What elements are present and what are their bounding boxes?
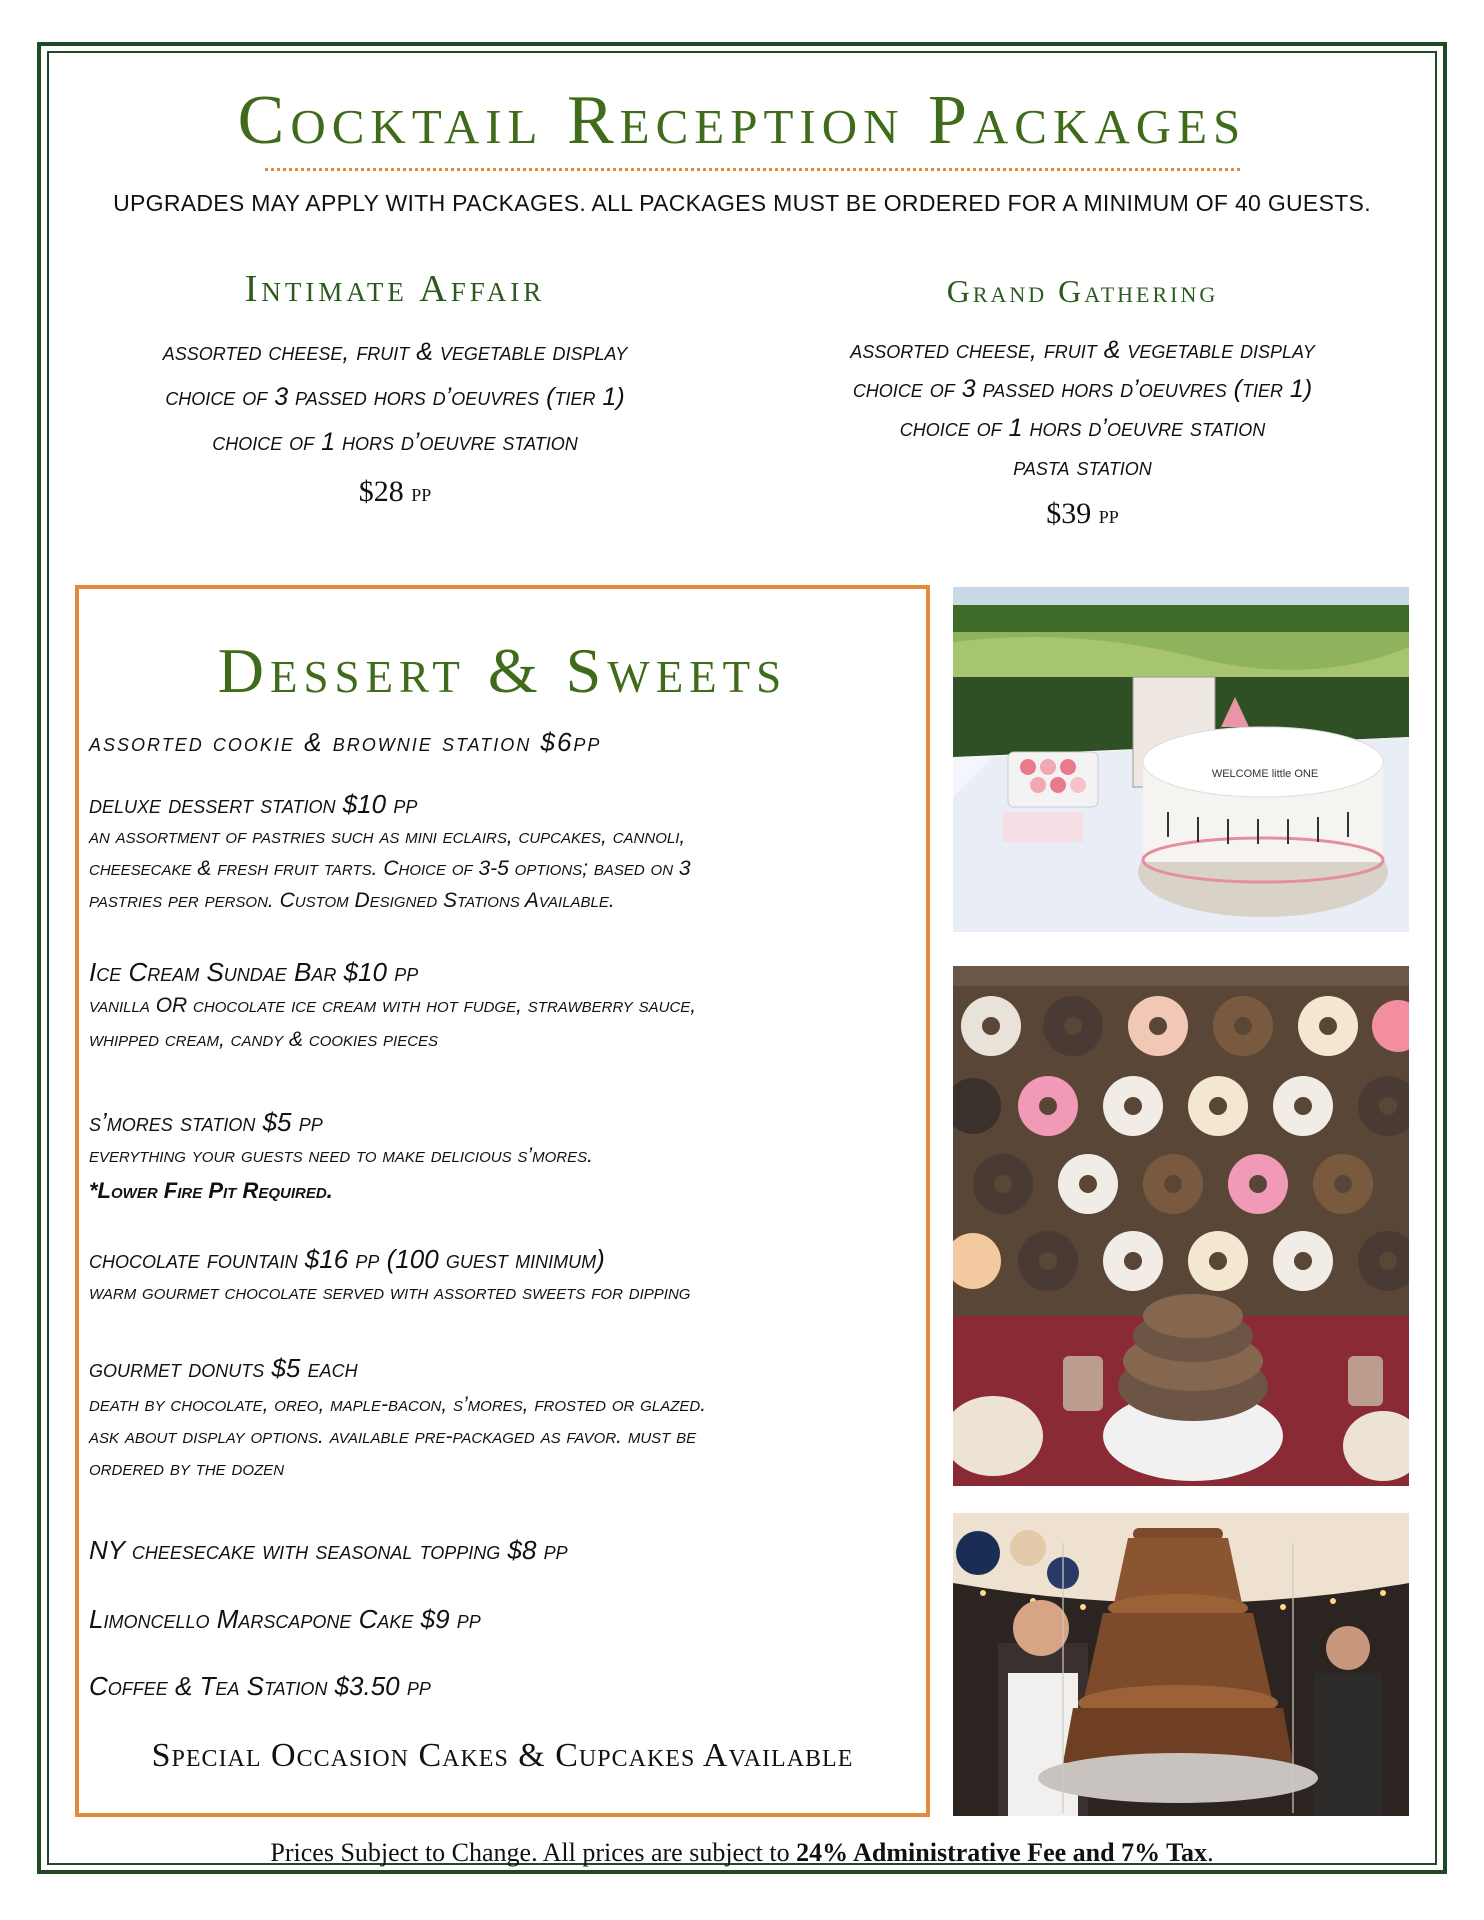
package-line: choice of 3 passed hors d’oeuvres (tier 1) [165, 383, 625, 411]
dessert-item-heading: gourmet donuts $5 each [89, 1353, 358, 1383]
page-title: Cocktail Reception Packages [237, 82, 1247, 159]
package-line: pasta station [1013, 453, 1152, 481]
package-price-unit: pp [411, 478, 432, 507]
dessert-item [89, 1242, 919, 1310]
dessert-item [89, 955, 919, 1057]
cake-lettering: WELCOME little ONE [1211, 768, 1319, 780]
footer-note [0, 1838, 1484, 1868]
footer-end: . [1207, 1838, 1214, 1867]
package-line: choice of 1 hors d’oeuvre station [212, 428, 578, 456]
dessert-item-description: everything your guests need to make delicious s’mores. [89, 1144, 593, 1167]
package-price-unit: pp [1098, 500, 1119, 529]
dessert-item [89, 1602, 919, 1636]
dessert-item-heading: NY cheesecake with seasonal topping $8 pp [89, 1535, 568, 1565]
package-price-amount: $39 [1046, 497, 1092, 530]
dessert-item-heading: chocolate fountain $16 pp (100 guest minimum) [89, 1244, 605, 1274]
title-divider [265, 168, 1240, 171]
dessert-item-description: warm gourmet chocolate served with assorted sweets for dipping [89, 1281, 691, 1304]
dessert-item-heading: assorted cookie & brownie station $6pp [89, 727, 602, 757]
dessert-item-heading: deluxe dessert station $10 pp [89, 789, 418, 819]
dessert-item-note: *Lower Fire Pit Required. [89, 1178, 333, 1203]
photo-chocolate-fountain [953, 1513, 1409, 1816]
dessert-item-description: cheesecake & fresh fruit tarts. Choice of 3-5 options; based on 3 [89, 857, 691, 880]
package-title: Intimate Affair [244, 268, 546, 310]
dessert-item [89, 725, 919, 759]
package-line: choice of 1 hors d’oeuvre station [899, 414, 1266, 442]
package-intimate-affair [75, 270, 715, 509]
special-occasion-note: Special Occasion Cakes & Cupcakes Available [151, 1737, 854, 1774]
package-price [750, 497, 1415, 531]
dessert-item [89, 1533, 919, 1567]
package-title: Grand Gathering [946, 273, 1219, 309]
dessert-section [75, 585, 930, 1817]
package-grand-gathering [750, 275, 1415, 531]
dessert-item [89, 1669, 919, 1703]
photo-donut-wall [953, 966, 1409, 1486]
dessert-title: Dessert & Sweets [217, 635, 788, 706]
dessert-item-heading: Coffee & Tea Station $3.50 pp [89, 1671, 431, 1701]
package-line: assorted cheese, fruit & vegetable display [850, 336, 1315, 364]
dessert-item-heading: Limoncello Marscapone Cake $9 pp [89, 1604, 481, 1634]
dessert-item-heading: s’mores station $5 pp [89, 1107, 323, 1137]
dessert-item-heading: Ice Cream Sundae Bar $10 pp [89, 957, 419, 987]
package-price-amount: $28 [358, 475, 404, 508]
dessert-item [89, 1351, 919, 1485]
dessert-item [89, 1105, 919, 1209]
dessert-item-description: ask about display options. available pre-packaged as favor. must be [89, 1425, 697, 1448]
footer-bold-text: 24% Administrative Fee and 7% Tax [796, 1838, 1208, 1867]
page-subtitle: UPGRADES MAY APPLY WITH PACKAGES. ALL PACKAGES MUST BE ORDERED FOR A MINIMUM OF 40 GUESTS. [113, 190, 1371, 216]
package-line: choice of 3 passed hors d’oeuvres (tier 1) [852, 375, 1313, 403]
photo-cake-table [953, 587, 1409, 932]
dessert-item-description: pastries per person. Custom Designed Stations Available. [89, 889, 615, 912]
package-line: assorted cheese, fruit & vegetable display [162, 338, 628, 366]
package-price [75, 475, 715, 509]
dessert-item-description: an assortment of pastries such as mini eclairs, cupcakes, cannoli, [89, 825, 686, 848]
dessert-item-description: whipped cream, candy & cookies pieces [89, 1028, 439, 1051]
dessert-item-description: vanilla OR chocolate ice cream with hot fudge, strawberry sauce, [89, 994, 697, 1017]
footer-text: Prices Subject to Change. All prices are subject to [270, 1838, 797, 1867]
dessert-item [89, 787, 919, 917]
dessert-item-description: ordered by the dozen [89, 1457, 285, 1480]
dessert-item-description: death by chocolate, oreo, maple-bacon, s’mores, frosted or glazed. [89, 1393, 707, 1416]
